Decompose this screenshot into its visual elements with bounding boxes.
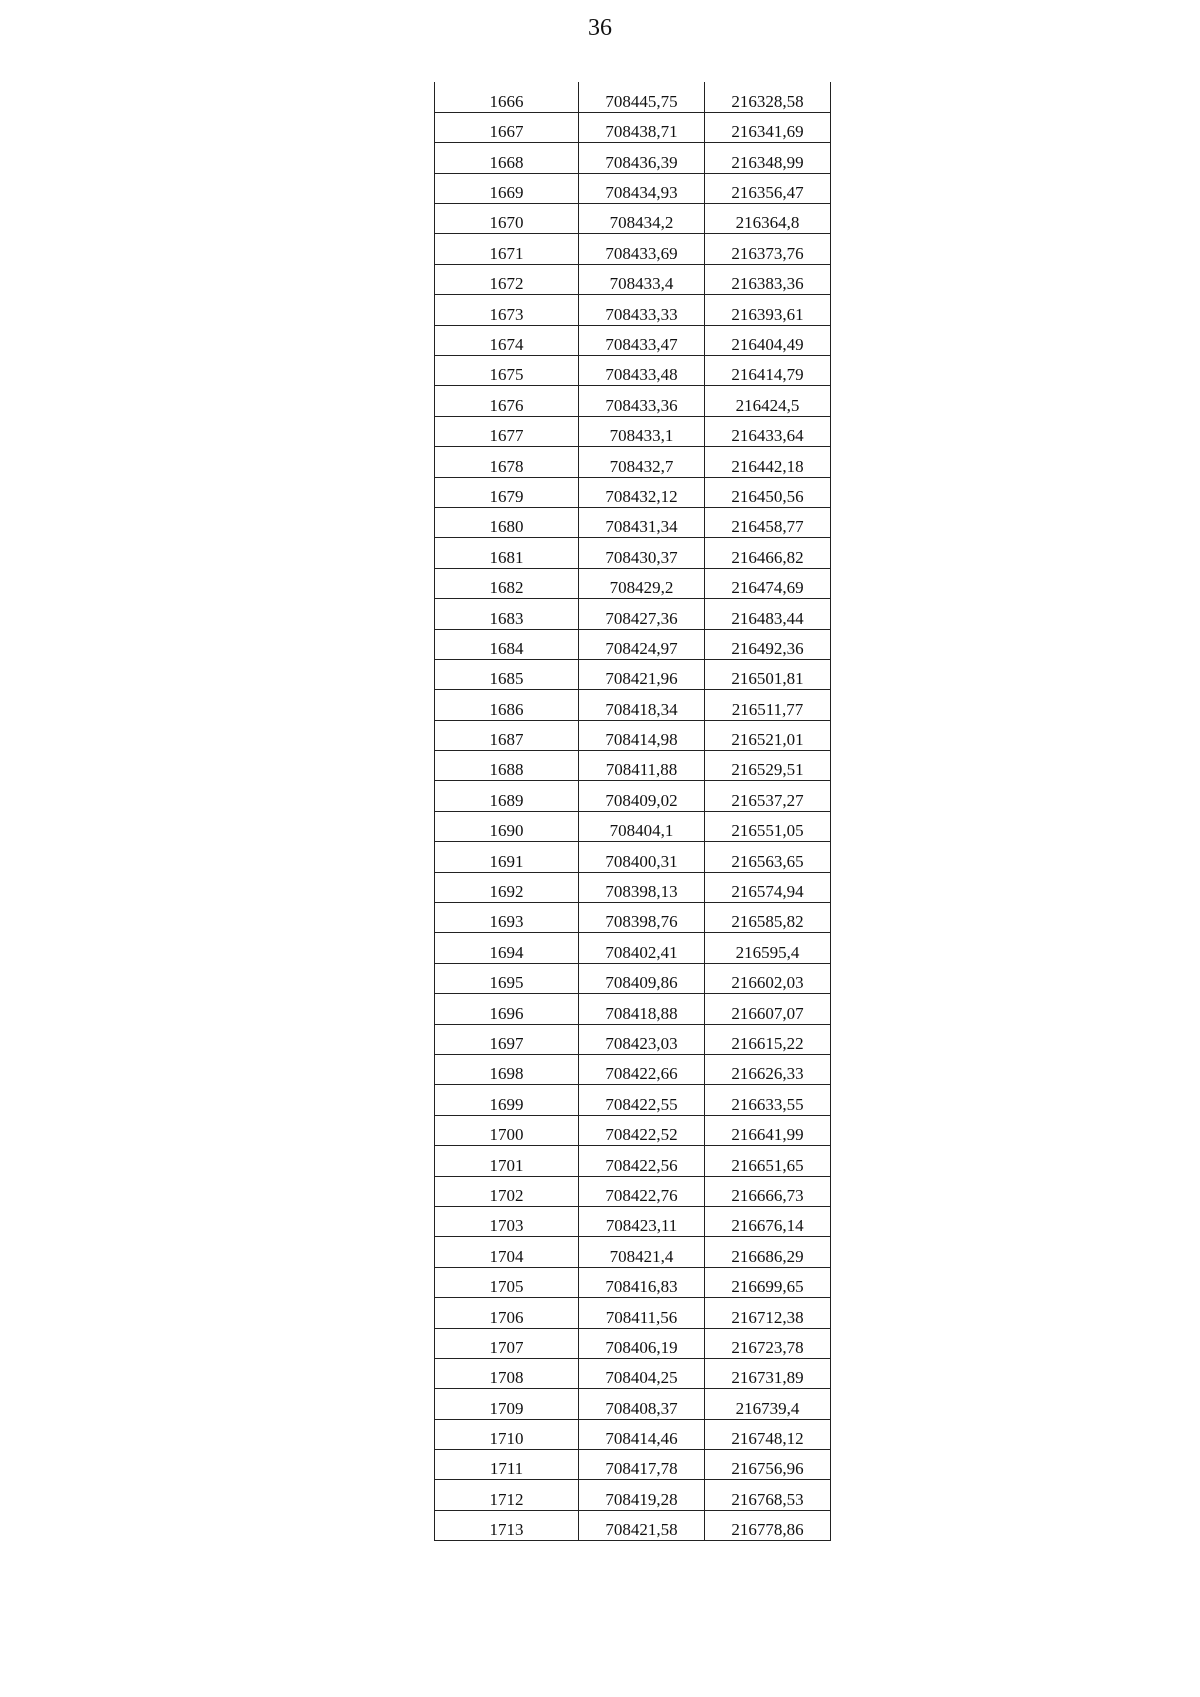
point-number-cell: 1676 — [435, 386, 579, 416]
table-row — [435, 325, 831, 355]
y-coordinate-cell: 216723,78 — [705, 1328, 831, 1358]
y-coordinate-cell: 216364,8 — [705, 204, 831, 234]
y-coordinate-cell: 216602,03 — [705, 963, 831, 993]
point-number-cell: 1701 — [435, 1146, 579, 1176]
x-coordinate-cell: 708433,33 — [579, 295, 705, 325]
table-row — [435, 720, 831, 750]
x-coordinate-cell: 708404,1 — [579, 811, 705, 841]
x-coordinate-cell: 708436,39 — [579, 143, 705, 173]
y-coordinate-cell: 216501,81 — [705, 659, 831, 689]
point-number-cell: 1672 — [435, 264, 579, 294]
table-row — [435, 1419, 831, 1449]
x-coordinate-cell: 708416,83 — [579, 1267, 705, 1297]
y-coordinate-cell: 216739,4 — [705, 1389, 831, 1419]
point-number-cell: 1667 — [435, 112, 579, 142]
table-row — [435, 234, 831, 264]
point-number-cell: 1689 — [435, 781, 579, 811]
x-coordinate-cell: 708445,75 — [579, 82, 705, 112]
point-number-cell: 1698 — [435, 1055, 579, 1085]
x-coordinate-cell: 708433,4 — [579, 264, 705, 294]
x-coordinate-cell: 708422,55 — [579, 1085, 705, 1115]
table-row — [435, 659, 831, 689]
point-number-cell: 1694 — [435, 933, 579, 963]
point-number-cell: 1711 — [435, 1450, 579, 1480]
y-coordinate-cell: 216551,05 — [705, 811, 831, 841]
y-coordinate-cell: 216529,51 — [705, 751, 831, 781]
table-row — [435, 751, 831, 781]
y-coordinate-cell: 216563,65 — [705, 842, 831, 872]
table-row — [435, 1450, 831, 1480]
x-coordinate-cell: 708432,12 — [579, 477, 705, 507]
x-coordinate-cell: 708419,28 — [579, 1480, 705, 1510]
table-row — [435, 1237, 831, 1267]
table-row — [435, 994, 831, 1024]
page-number: 36 — [588, 15, 612, 41]
point-number-cell: 1675 — [435, 356, 579, 386]
y-coordinate-cell: 216383,36 — [705, 264, 831, 294]
x-coordinate-cell: 708434,93 — [579, 173, 705, 203]
x-coordinate-cell: 708414,46 — [579, 1419, 705, 1449]
point-number-cell: 1669 — [435, 173, 579, 203]
table-row — [435, 447, 831, 477]
x-coordinate-cell: 708430,37 — [579, 538, 705, 568]
y-coordinate-cell: 216756,96 — [705, 1450, 831, 1480]
point-number-cell: 1708 — [435, 1358, 579, 1388]
table-row — [435, 204, 831, 234]
point-number-cell: 1703 — [435, 1206, 579, 1236]
x-coordinate-cell: 708427,36 — [579, 599, 705, 629]
table-row — [435, 903, 831, 933]
point-number-cell: 1702 — [435, 1176, 579, 1206]
point-number-cell: 1695 — [435, 963, 579, 993]
x-coordinate-cell: 708433,48 — [579, 356, 705, 386]
y-coordinate-cell: 216492,36 — [705, 629, 831, 659]
y-coordinate-cell: 216641,99 — [705, 1115, 831, 1145]
y-coordinate-cell: 216521,01 — [705, 720, 831, 750]
x-coordinate-cell: 708418,34 — [579, 690, 705, 720]
table-row — [435, 963, 831, 993]
y-coordinate-cell: 216731,89 — [705, 1358, 831, 1388]
x-coordinate-cell: 708411,56 — [579, 1298, 705, 1328]
point-number-cell: 1686 — [435, 690, 579, 720]
point-number-cell: 1668 — [435, 143, 579, 173]
y-coordinate-cell: 216356,47 — [705, 173, 831, 203]
y-coordinate-cell: 216699,65 — [705, 1267, 831, 1297]
point-number-cell: 1677 — [435, 416, 579, 446]
table-row — [435, 599, 831, 629]
table-row — [435, 1024, 831, 1054]
point-number-cell: 1674 — [435, 325, 579, 355]
y-coordinate-cell: 216424,5 — [705, 386, 831, 416]
table-row — [435, 112, 831, 142]
y-coordinate-cell: 216414,79 — [705, 356, 831, 386]
y-coordinate-cell: 216442,18 — [705, 447, 831, 477]
x-coordinate-cell: 708398,13 — [579, 872, 705, 902]
y-coordinate-cell: 216595,4 — [705, 933, 831, 963]
table-row — [435, 1510, 831, 1540]
table-row — [435, 356, 831, 386]
x-coordinate-cell: 708434,2 — [579, 204, 705, 234]
x-coordinate-cell: 708408,37 — [579, 1389, 705, 1419]
table-row — [435, 1328, 831, 1358]
table-row — [435, 416, 831, 446]
x-coordinate-cell: 708406,19 — [579, 1328, 705, 1358]
table-row — [435, 933, 831, 963]
point-number-cell: 1671 — [435, 234, 579, 264]
coordinates-table-body — [435, 82, 831, 1541]
point-number-cell: 1679 — [435, 477, 579, 507]
table-row — [435, 143, 831, 173]
table-row — [435, 264, 831, 294]
y-coordinate-cell: 216458,77 — [705, 507, 831, 537]
y-coordinate-cell: 216615,22 — [705, 1024, 831, 1054]
table-row — [435, 1389, 831, 1419]
point-number-cell: 1682 — [435, 568, 579, 598]
table-row — [435, 629, 831, 659]
x-coordinate-cell: 708433,69 — [579, 234, 705, 264]
x-coordinate-cell: 708421,58 — [579, 1510, 705, 1540]
x-coordinate-cell: 708402,41 — [579, 933, 705, 963]
point-number-cell: 1713 — [435, 1510, 579, 1540]
x-coordinate-cell: 708422,52 — [579, 1115, 705, 1145]
y-coordinate-cell: 216748,12 — [705, 1419, 831, 1449]
y-coordinate-cell: 216474,69 — [705, 568, 831, 598]
x-coordinate-cell: 708421,96 — [579, 659, 705, 689]
coordinates-table — [434, 82, 831, 1541]
table-row — [435, 811, 831, 841]
y-coordinate-cell: 216574,94 — [705, 872, 831, 902]
y-coordinate-cell: 216607,07 — [705, 994, 831, 1024]
table-row — [435, 1115, 831, 1145]
x-coordinate-cell: 708429,2 — [579, 568, 705, 598]
point-number-cell: 1683 — [435, 599, 579, 629]
point-number-cell: 1687 — [435, 720, 579, 750]
point-number-cell: 1696 — [435, 994, 579, 1024]
y-coordinate-cell: 216511,77 — [705, 690, 831, 720]
y-coordinate-cell: 216373,76 — [705, 234, 831, 264]
table-row — [435, 386, 831, 416]
table-row — [435, 507, 831, 537]
y-coordinate-cell: 216348,99 — [705, 143, 831, 173]
x-coordinate-cell: 708418,88 — [579, 994, 705, 1024]
y-coordinate-cell: 216466,82 — [705, 538, 831, 568]
table-row — [435, 173, 831, 203]
point-number-cell: 1710 — [435, 1419, 579, 1449]
point-number-cell: 1681 — [435, 538, 579, 568]
x-coordinate-cell: 708432,7 — [579, 447, 705, 477]
y-coordinate-cell: 216393,61 — [705, 295, 831, 325]
table-row — [435, 477, 831, 507]
x-coordinate-cell: 708433,47 — [579, 325, 705, 355]
point-number-cell: 1685 — [435, 659, 579, 689]
point-number-cell: 1704 — [435, 1237, 579, 1267]
point-number-cell: 1680 — [435, 507, 579, 537]
point-number-cell: 1692 — [435, 872, 579, 902]
table-row — [435, 568, 831, 598]
table-row — [435, 872, 831, 902]
y-coordinate-cell: 216450,56 — [705, 477, 831, 507]
y-coordinate-cell: 216651,65 — [705, 1146, 831, 1176]
point-number-cell: 1700 — [435, 1115, 579, 1145]
y-coordinate-cell: 216676,14 — [705, 1206, 831, 1236]
point-number-cell: 1684 — [435, 629, 579, 659]
point-number-cell: 1693 — [435, 903, 579, 933]
x-coordinate-cell: 708409,02 — [579, 781, 705, 811]
x-coordinate-cell: 708423,11 — [579, 1206, 705, 1236]
table-row — [435, 1358, 831, 1388]
x-coordinate-cell: 708414,98 — [579, 720, 705, 750]
x-coordinate-cell: 708422,66 — [579, 1055, 705, 1085]
table-row — [435, 1146, 831, 1176]
y-coordinate-cell: 216633,55 — [705, 1085, 831, 1115]
y-coordinate-cell: 216626,33 — [705, 1055, 831, 1085]
point-number-cell: 1706 — [435, 1298, 579, 1328]
table-row — [435, 1267, 831, 1297]
y-coordinate-cell: 216328,58 — [705, 82, 831, 112]
table-row — [435, 82, 831, 112]
table-row — [435, 1176, 831, 1206]
x-coordinate-cell: 708422,76 — [579, 1176, 705, 1206]
point-number-cell: 1709 — [435, 1389, 579, 1419]
x-coordinate-cell: 708423,03 — [579, 1024, 705, 1054]
point-number-cell: 1707 — [435, 1328, 579, 1358]
y-coordinate-cell: 216585,82 — [705, 903, 831, 933]
table-row — [435, 295, 831, 325]
point-number-cell: 1678 — [435, 447, 579, 477]
y-coordinate-cell: 216537,27 — [705, 781, 831, 811]
x-coordinate-cell: 708417,78 — [579, 1450, 705, 1480]
table-row — [435, 1298, 831, 1328]
point-number-cell: 1670 — [435, 204, 579, 234]
table-row — [435, 1085, 831, 1115]
table-row — [435, 690, 831, 720]
y-coordinate-cell: 216768,53 — [705, 1480, 831, 1510]
x-coordinate-cell: 708438,71 — [579, 112, 705, 142]
x-coordinate-cell: 708400,31 — [579, 842, 705, 872]
y-coordinate-cell: 216341,69 — [705, 112, 831, 142]
x-coordinate-cell: 708433,1 — [579, 416, 705, 446]
x-coordinate-cell: 708422,56 — [579, 1146, 705, 1176]
x-coordinate-cell: 708411,88 — [579, 751, 705, 781]
table-row — [435, 781, 831, 811]
y-coordinate-cell: 216712,38 — [705, 1298, 831, 1328]
x-coordinate-cell: 708398,76 — [579, 903, 705, 933]
point-number-cell: 1705 — [435, 1267, 579, 1297]
y-coordinate-cell: 216483,44 — [705, 599, 831, 629]
table-row — [435, 1480, 831, 1510]
x-coordinate-cell: 708431,34 — [579, 507, 705, 537]
point-number-cell: 1699 — [435, 1085, 579, 1115]
point-number-cell: 1673 — [435, 295, 579, 325]
x-coordinate-cell: 708404,25 — [579, 1358, 705, 1388]
x-coordinate-cell: 708424,97 — [579, 629, 705, 659]
y-coordinate-cell: 216686,29 — [705, 1237, 831, 1267]
y-coordinate-cell: 216778,86 — [705, 1510, 831, 1540]
table-row — [435, 1206, 831, 1236]
y-coordinate-cell: 216404,49 — [705, 325, 831, 355]
y-coordinate-cell: 216666,73 — [705, 1176, 831, 1206]
y-coordinate-cell: 216433,64 — [705, 416, 831, 446]
point-number-cell: 1666 — [435, 82, 579, 112]
x-coordinate-cell: 708421,4 — [579, 1237, 705, 1267]
point-number-cell: 1697 — [435, 1024, 579, 1054]
x-coordinate-cell: 708433,36 — [579, 386, 705, 416]
point-number-cell: 1688 — [435, 751, 579, 781]
table-row — [435, 1055, 831, 1085]
table-row — [435, 842, 831, 872]
point-number-cell: 1691 — [435, 842, 579, 872]
x-coordinate-cell: 708409,86 — [579, 963, 705, 993]
table-row — [435, 538, 831, 568]
point-number-cell: 1690 — [435, 811, 579, 841]
point-number-cell: 1712 — [435, 1480, 579, 1510]
